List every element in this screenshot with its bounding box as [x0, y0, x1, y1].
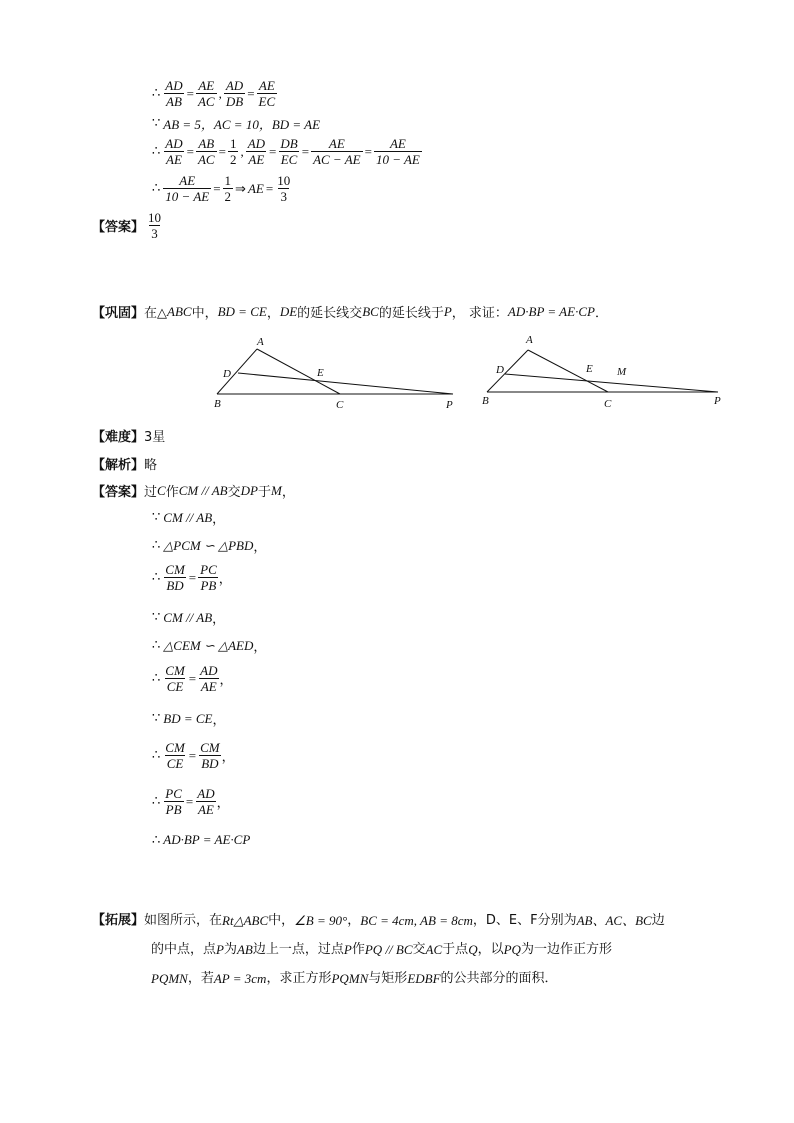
difficulty-tag: 【难度】 [92, 430, 145, 445]
fraction: $\frac{AB}{AC}$ [197, 136, 215, 167]
analysis-line [92, 454, 157, 473]
proof-step: ∵ BD = CE ， [152, 710, 226, 728]
fraction: $\frac{AD}{AB}$ [165, 78, 183, 109]
fraction: $\frac{CM}{CE}$ [165, 663, 185, 694]
extension-tag: 【拓展】 [92, 913, 145, 928]
fraction: $\frac{AD}{AE}$ [165, 136, 183, 167]
fraction: $\frac{PC}{PB}$ [165, 786, 182, 817]
fraction: $\frac{PC}{PB}$ [200, 562, 217, 593]
difficulty-value: 3星 [144, 430, 166, 445]
fraction: $\frac{AD}{DB}$ [225, 78, 244, 109]
solution-line-3: ∴ $\frac{AD}{AE}$ = $\frac{AB}{AC}$ = $\frac{1}{2}$ , $\frac{AD}{AE}$ = $\frac{DB}{EC}$ = $\frac{AE}{AC - AE}$ = $\frac{AE}{10 - AE}$ [152, 136, 420, 167]
label-D: D [223, 368, 231, 380]
answer-1 [92, 210, 163, 241]
geometry-figure-left [205, 330, 465, 415]
fraction: $\frac{AE}{AC}$ [197, 78, 215, 109]
fraction: $\frac{DB}{EC}$ [280, 136, 298, 167]
analysis-value: 略 [144, 458, 158, 473]
label-B: B [214, 398, 221, 410]
proof-step: ∴ $\frac{PC}{PB}$ = $\frac{AD}{AE}$ ， [152, 786, 230, 817]
proof-first-line: 【答案】 过 C 作 CM // AB 交 DP 于 M ， [92, 482, 295, 500]
answer-tag: 【答案】 [92, 485, 145, 500]
therefore-symbol: ∴ [152, 86, 161, 101]
fraction: $\frac{CM}{BD}$ [200, 740, 220, 771]
fraction: $\frac{1}{2}$ [224, 173, 232, 204]
solution-line-2 [152, 114, 320, 133]
proof-conclusion: ∴ AD·BP = AE·CP [152, 832, 251, 848]
fraction: $\frac{CM}{CE}$ [165, 740, 185, 771]
fraction: $\frac{AD}{AE}$ [200, 663, 218, 694]
label-P: P [714, 395, 721, 407]
answer-fraction: $\frac{10}{3}$ [148, 210, 162, 241]
label-D: D [496, 364, 504, 376]
label-A: A [257, 336, 264, 348]
fraction: $\frac{AE}{EC}$ [258, 78, 276, 109]
difficulty-line [92, 426, 165, 445]
solution-line-4: ∴ $\frac{AE}{10 - AE}$ = $\frac{1}{2}$ ⇒ AE = $\frac{10}{3}$ [152, 173, 291, 204]
analysis-tag: 【解析】 [92, 458, 145, 473]
label-C: C [336, 399, 344, 411]
label-A: A [526, 334, 533, 346]
answer-tag: 【答案】 [92, 220, 145, 235]
fraction: $\frac{1}{2}$ [229, 136, 237, 167]
fraction: $\frac{AE}{AC - AE}$ [313, 136, 361, 167]
consolidate-problem: 【巩固】 在△ ABC 中， BD = CE ， DE 的延长线交 BC 的延长线于 P ， 求证： AD·BP = AE·CP ． [92, 303, 608, 321]
label-C: C [604, 398, 612, 410]
proof-step: ∴ △PCM ∽ △PBD ， [152, 537, 267, 555]
proof-step: ∴ $\frac{CM}{CE}$ = $\frac{CM}{BD}$ ， [152, 740, 235, 771]
fraction: $\frac{CM}{BD}$ [165, 562, 185, 593]
label-B: B [482, 395, 489, 407]
label-P: P [446, 399, 453, 411]
given-values: AB = 5，AC = 10，BD = AE [163, 117, 321, 132]
fraction: $\frac{AD}{AE}$ [197, 786, 215, 817]
fraction: $\frac{AD}{AE}$ [247, 136, 266, 167]
proof-step: ∴ $\frac{CM}{BD}$ = $\frac{PC}{PB}$ ， [152, 562, 232, 593]
proof-step: ∴ △CEM ∽ △AED ， [152, 637, 267, 655]
proof-step: ∵ CM // AB ， [152, 509, 226, 527]
implies-symbol: ⇒ [235, 180, 246, 196]
solution-line-1: ∴ $\frac{AD}{AB}$ = $\frac{AE}{AC}$ , $\frac{AD}{DB}$ = $\frac{AE}{EC}$ [152, 78, 276, 109]
extension-line-2: 的中点，点 P 为 AB 边上一点，过点 P 作 PQ // BC 交 AC 于点 Q ，以 PQ 为一边作正方形 [151, 942, 612, 957]
fraction: $\frac{AE}{10 - AE}$ [165, 173, 210, 204]
fraction: $\frac{10}{3}$ [277, 173, 291, 204]
label-M: M [617, 366, 627, 378]
proof-step: ∴ $\frac{CM}{CE}$ = $\frac{AD}{AE}$ ， [152, 663, 233, 694]
label-E: E [586, 363, 593, 375]
extension-line-1: 【拓展】 如图所示，在 Rt△ABC 中， ∠B = 90° ， BC = 4cm, AB = 8cm ，D、E、F分别为 AB、AC、BC 边 [92, 906, 752, 935]
geometry-figure-right [478, 328, 738, 413]
label-E: E [317, 367, 324, 379]
extension-line-3: PQMN ，若 AP = 3cm ，求正方形 PQMN 与矩形 EDBF 的公共部分的面积． [151, 971, 558, 986]
proof-step: ∵ CM // AB ， [152, 609, 226, 627]
extension-problem [92, 906, 752, 993]
because-symbol: ∵ [152, 116, 161, 131]
consolidate-tag: 【巩固】 [92, 306, 145, 321]
fraction: $\frac{AE}{10 - AE}$ [375, 136, 420, 167]
